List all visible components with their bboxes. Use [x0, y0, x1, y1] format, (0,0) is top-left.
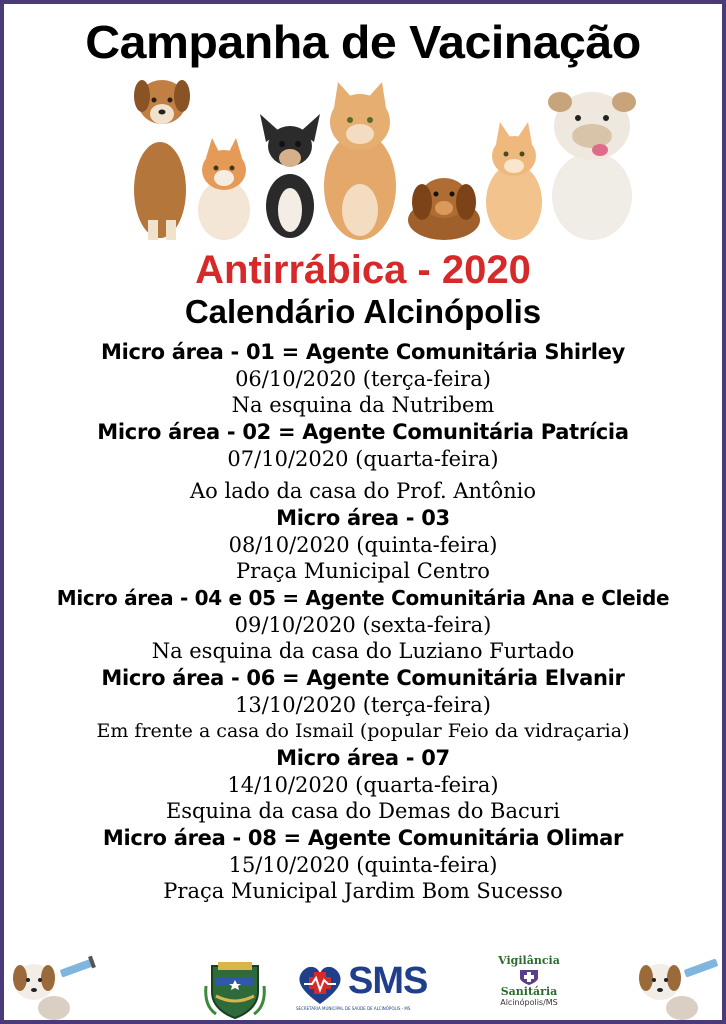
entry-heading: Micro área - 03	[276, 506, 450, 530]
dog-brown-icon	[134, 80, 190, 240]
entry-date: 09/10/2020 (sexta-feira)	[234, 613, 492, 637]
vigilancia-sanitaria-seal	[494, 954, 564, 1020]
entry-heading: Micro área - 01 = Agente Comunitária Shirley	[100, 340, 626, 364]
municipal-coat-of-arms-icon	[202, 956, 268, 1020]
entry-place: Praça Municipal Jardim Bom Sucesso	[163, 879, 563, 903]
visa-top-label: Vigilância	[498, 954, 560, 967]
schedule-entry	[4, 338, 722, 418]
footer-logos	[4, 950, 722, 1024]
entry-place: Praça Municipal Centro	[236, 559, 490, 583]
entry-place: Na esquina da Nutribem	[231, 393, 495, 417]
sms-label: SMS	[348, 960, 428, 1002]
schedule-entry	[4, 504, 722, 584]
poster-title: Campanha de Vacinação	[85, 16, 641, 68]
sms-logo	[296, 960, 456, 1010]
dog-vaccine-right-icon	[630, 952, 722, 1022]
schedule-entry	[4, 664, 722, 744]
dog-vaccine-left-icon	[8, 952, 100, 1022]
entry-date: 07/10/2020 (quarta-feira)	[227, 447, 499, 471]
entry-date: 15/10/2020 (quinta-feira)	[228, 853, 498, 877]
cross-shield-icon	[518, 968, 540, 986]
dog-cat-photo-icon	[122, 70, 637, 242]
entry-heading: Micro área - 06 = Agente Comunitária Elvanir	[101, 666, 625, 690]
heart-cross-icon	[296, 962, 344, 1006]
calendar-heading: Calendário Alcinópolis	[184, 293, 542, 330]
entry-heading: Micro área - 04 e 05 = Agente Comunitária Ana e Cleide	[56, 586, 670, 610]
entry-place: Esquina da casa do Demas do Bacuri	[165, 799, 561, 823]
entry-heading: Micro área - 07	[276, 746, 450, 770]
schedule-entry	[4, 824, 722, 904]
schedule-entry	[4, 744, 722, 824]
entry-place: Em frente a casa do Ismail (popular Feio da vidraçaria)	[96, 720, 630, 742]
schedule-entry	[4, 584, 722, 664]
entry-date: 13/10/2020 (terça-feira)	[235, 693, 491, 717]
entry-heading: Micro área - 08 = Agente Comunitária Olimar	[102, 826, 624, 850]
entry-date: 08/10/2020 (quinta-feira)	[228, 533, 498, 557]
entry-place: Na esquina da casa do Luziano Furtado	[151, 639, 575, 663]
entry-date: 14/10/2020 (quarta-feira)	[227, 773, 499, 797]
entry-date: 06/10/2020 (terça-feira)	[235, 367, 491, 391]
schedule-list	[4, 338, 722, 904]
campaign-subtitle: Antirrábica - 2020	[195, 248, 531, 292]
visa-city-label: Alcinópolis/MS	[500, 998, 558, 1007]
sms-subtitle: SECRETARIA MUNICIPAL DE SAÚDE DE ALCINÓPOLIS - MS	[296, 1006, 411, 1011]
entry-place: Ao lado da casa do Prof. Antônio	[190, 479, 536, 503]
visa-bottom-label: Sanitária	[500, 985, 558, 998]
schedule-entry	[4, 418, 722, 504]
entry-heading: Micro área - 02 = Agente Comunitária Patrícia	[97, 420, 629, 444]
